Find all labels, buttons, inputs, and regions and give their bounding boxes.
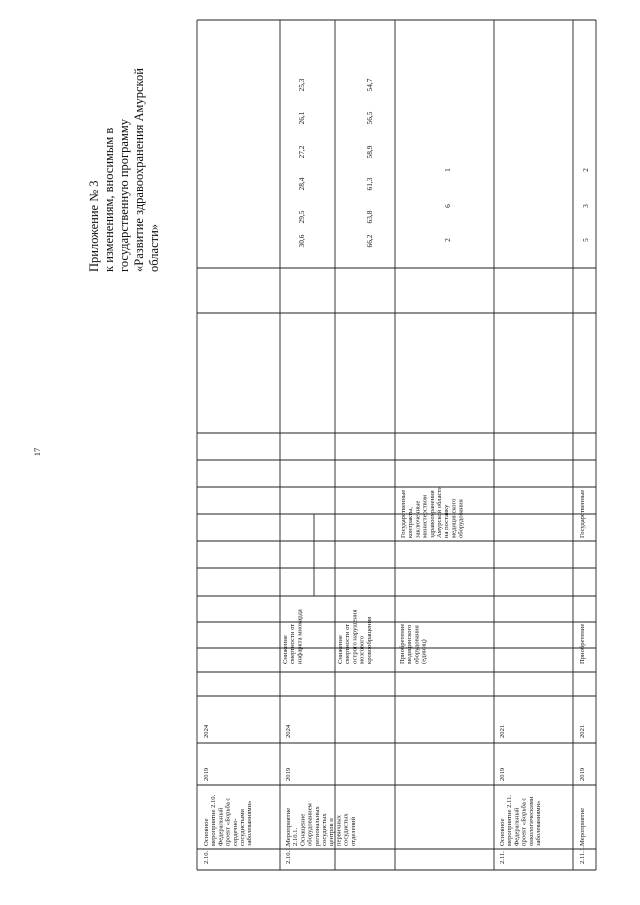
row-name: мероприятие 2.10. (210, 794, 218, 846)
row-note: министерством (421, 494, 429, 538)
row-name: проект «Борьба с (224, 797, 232, 846)
row-result: острого нарушения (351, 609, 359, 664)
row-note: медицинского (450, 498, 458, 538)
row-value: 26,1 (297, 111, 306, 125)
row-note: Амурской области (436, 486, 443, 538)
appendix-line-3: «Развитие здравоохранения Амурской (132, 68, 146, 272)
row-result: Снижение (337, 635, 344, 664)
appendix-title: Приложение № 3 (87, 180, 101, 272)
row-name: Оснащение (299, 813, 307, 846)
row-start-year: 2019 (579, 767, 586, 781)
row-value: 29,5 (297, 210, 306, 224)
row-name: Мероприятие (579, 807, 586, 846)
row-result: Приобретение (399, 623, 406, 664)
appendix-header (87, 68, 161, 272)
row-name: первичных (335, 815, 343, 846)
row-number: 2.11.1. (579, 846, 586, 864)
row-result: смертности от (289, 623, 297, 664)
row-value: 30,6 (297, 234, 306, 248)
row-note: контракты, (407, 507, 415, 538)
row-start-year: 2019 (285, 767, 292, 781)
row-value: 54,7 (365, 78, 374, 92)
page-number: 17 (32, 447, 42, 457)
appendix-line-2: государственную программу (117, 118, 131, 272)
row-name: заболеваниями» (535, 800, 542, 846)
row-note: на поставку (443, 504, 451, 538)
row-result: Приобретение (579, 623, 586, 664)
row-number: 2.11. (499, 851, 506, 864)
row-name: проект «Борьба с (520, 797, 528, 846)
row-value: 3 (581, 204, 590, 208)
row-name: 2.10.1. (292, 827, 300, 846)
row-result: оборудования (413, 625, 421, 664)
row-name: онкологическими (527, 796, 535, 846)
row-note: оборудования (457, 499, 465, 538)
row-note: заключенные (414, 500, 422, 538)
row-value: 66,2 (365, 234, 374, 248)
appendix-line-1: к изменениям, вносимым в (102, 127, 116, 272)
row-name: сосудистыми (239, 809, 246, 846)
row-result: медицинского (406, 624, 414, 664)
row-result: инфаркта миокарда (296, 609, 304, 664)
row-note: здравоохранения (428, 490, 436, 538)
appendix-line-4: области» (147, 223, 161, 272)
row-value: 5 (581, 238, 590, 242)
row-value: 28,4 (297, 177, 306, 191)
row-name: Федеральный (513, 807, 521, 846)
row-end-year: 2021 (579, 724, 586, 738)
row-name: Основное (203, 818, 210, 846)
row-value: 27,2 (297, 145, 306, 159)
row-start-year: 2019 (203, 767, 210, 781)
row-end-year: 2024 (285, 724, 292, 738)
row-end-year: 2024 (203, 724, 210, 738)
row-value: 61,3 (365, 177, 374, 191)
row-note: Государственные (400, 489, 407, 538)
row-start-year: 2019 (499, 767, 506, 781)
row-name: региональных (313, 806, 321, 846)
row-value: 1 (443, 168, 452, 172)
row-value: 63,8 (365, 210, 374, 224)
row-end-year: 2021 (499, 724, 506, 738)
row-name: сосудистых (321, 813, 328, 846)
row-name: Основное (499, 818, 506, 846)
row-name: Федеральный (217, 807, 225, 846)
row-value: 56,5 (365, 111, 374, 125)
row-result: смертности от (344, 623, 352, 664)
row-name: отделений (349, 816, 357, 846)
row-value: 2 (443, 238, 452, 242)
row-number: 2.10. (203, 850, 210, 864)
row-name: заболеваниями» (246, 800, 254, 846)
row-value: 58,9 (365, 145, 374, 159)
row-value: 6 (443, 204, 452, 208)
row-value: 2 (581, 168, 590, 172)
table-body (203, 78, 590, 864)
row-name: сосудистых (342, 813, 350, 846)
row-result: (единиц) (420, 639, 428, 664)
table-grid (197, 20, 596, 870)
row-result: мозгового (358, 635, 366, 664)
row-result: кровообращения (365, 616, 373, 664)
row-value: 25,3 (297, 78, 306, 92)
row-result: Снижение (282, 635, 289, 664)
row-name: центров и (328, 818, 336, 846)
row-name: мероприятие 2.11. (506, 794, 514, 846)
row-name: сердечно- (231, 818, 239, 846)
row-note: Государственные (579, 489, 586, 538)
row-number: 2.10.1. (285, 845, 292, 864)
row-name: Мероприятие (285, 807, 292, 846)
row-name: оборудованием (306, 803, 314, 846)
